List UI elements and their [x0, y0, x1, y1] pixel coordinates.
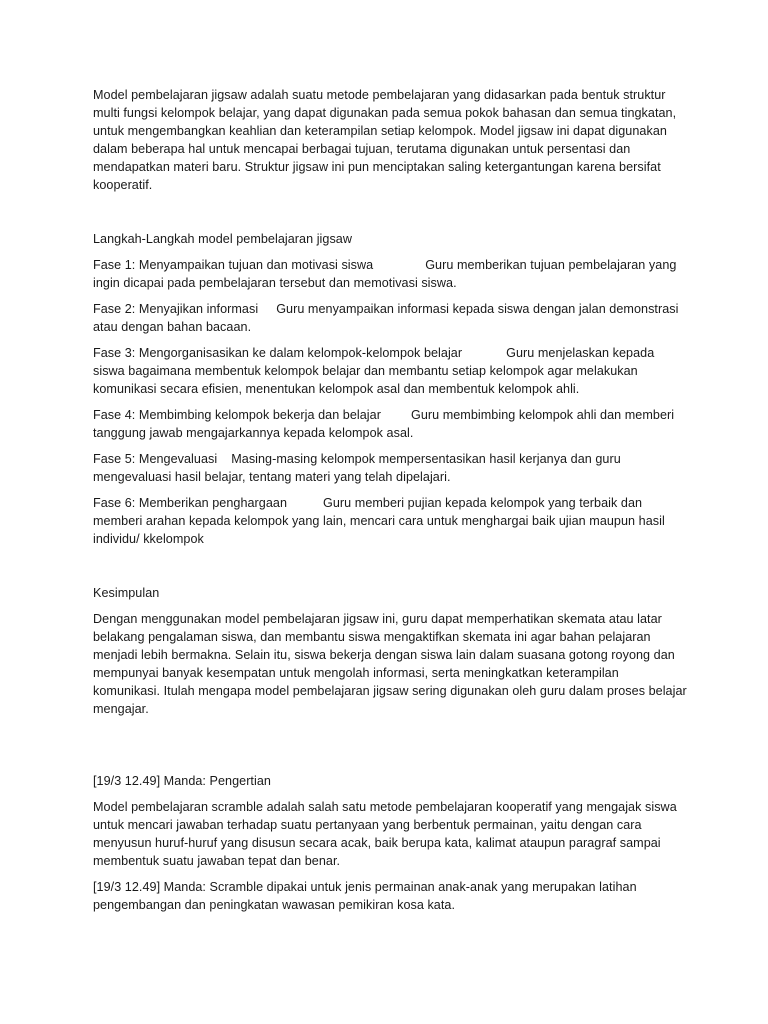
chat-message: [19/3 12.49] Manda: Scramble dipakai untuk jenis permainan anak-anak yang merupakan latihan pengembangan dan peningkatan wawasan pemikiran kosa kata. — [93, 880, 637, 912]
phase-3-text: Guru menjelaskan kepada siswa bagaimana membentuk kelompok belajar dan membantu setiap kelompok agar melakukan komunikasi secara efisien, menentukan kelompok asal dan membentuk kelompok ahli. — [93, 346, 655, 396]
phase-5-text: Masing-masing kelompok mempersentasikan hasil kerjanya dan guru mengevaluasi hasil belajar, tentang materi yang telah dipelajari. — [93, 452, 621, 484]
phase-2 — [93, 300, 688, 336]
phase-5-label: Fase 5: Mengevaluasi — [93, 452, 218, 466]
phase-1-text: Guru memberikan tujuan pembelajaran yang ingin dicapai pada pembelajaran tersebut dan memotivasi siswa. — [93, 258, 677, 290]
phase-1 — [93, 256, 688, 292]
phase-4 — [93, 406, 688, 442]
phase-5 — [93, 450, 688, 486]
phase-2-text: Guru menyampaikan informasi kepada siswa dengan jalan demonstrasi atau dengan bahan bacaan. — [93, 302, 679, 334]
phase-4-label: Fase 4: Membimbing kelompok bekerja dan belajar — [93, 408, 381, 422]
steps-heading: Langkah-Langkah model pembelajaran jigsaw — [93, 232, 352, 246]
phase-3-label: Fase 3: Mengorganisasikan ke dalam kelompok-kelompok belajar — [93, 346, 463, 360]
phase-1-label: Fase 1: Menyampaikan tujuan dan motivasi siswa — [93, 258, 374, 272]
conclusion-paragraph: Dengan menggunakan model pembelajaran jigsaw ini, guru dapat memperhatikan skemata atau latar belakang pengalaman siswa, dan membantu siswa mengaktifkan skemata ini agar bahan pelajaran menjadi lebih bermakna. Selain itu, siswa bekerja dengan siswa lain dalam suasana gotong royong dan mempunyai banyak kesempatan untuk mengolah informasi, serta meningkatkan keterampilan komunikasi. Itulah mengapa model pembelajaran jigsaw sering digunakan oleh guru dalam proses belajar mengajar. — [93, 612, 687, 716]
scramble-definition: Model pembelajaran scramble adalah salah satu metode pembelajaran kooperatif yang mengajak siswa untuk mencari jawaban terhadap suatu pertanyaan yang berbentuk permainan, yaitu dengan cara menyusun huruf-huruf yang disusun secara acak, baik berupa kata, kalimat ataupun paragraf sampai membentuk suatu jawaban tepat dan benar. — [93, 800, 677, 868]
phase-6 — [93, 494, 688, 548]
intro-paragraph: Model pembelajaran jigsaw adalah suatu metode pembelajaran yang didasarkan pada bentuk struktur multi fungsi kelompok belajar, yang dapat digunakan pada semua pokok bahasan dan semua tingkatan, untuk mengembangkan keahlian dan keterampilan setiap kelompok. Model jigsaw ini dapat digunakan dalam beberapa hal untuk mencapai berbagai tujuan, terutama digunakan untuk persentasi dan mendapatkan materi baru. Struktur jigsaw ini pun menciptakan saling ketergantungan karena bersifat kooperatif. — [93, 88, 677, 192]
phase-6-label: Fase 6: Memberikan penghargaan — [93, 496, 288, 510]
phase-3 — [93, 344, 688, 398]
phase-6-text: Guru memberi pujian kepada kelompok yang terbaik dan memberi arahan kepada kelompok yang lain, mencari cara untuk menghargai baik ujian maupun hasil individu/ kkelompok — [93, 496, 665, 546]
chat-heading: [19/3 12.49] Manda: Pengertian — [93, 774, 271, 788]
phase-2-label: Fase 2: Menyajikan informasi — [93, 302, 259, 316]
conclusion-heading: Kesimpulan — [93, 586, 160, 600]
phase-4-text: Guru membimbing kelompok ahli dan memberi tanggung jawab mengajarkannya kepada kelompok asal. — [93, 408, 675, 440]
